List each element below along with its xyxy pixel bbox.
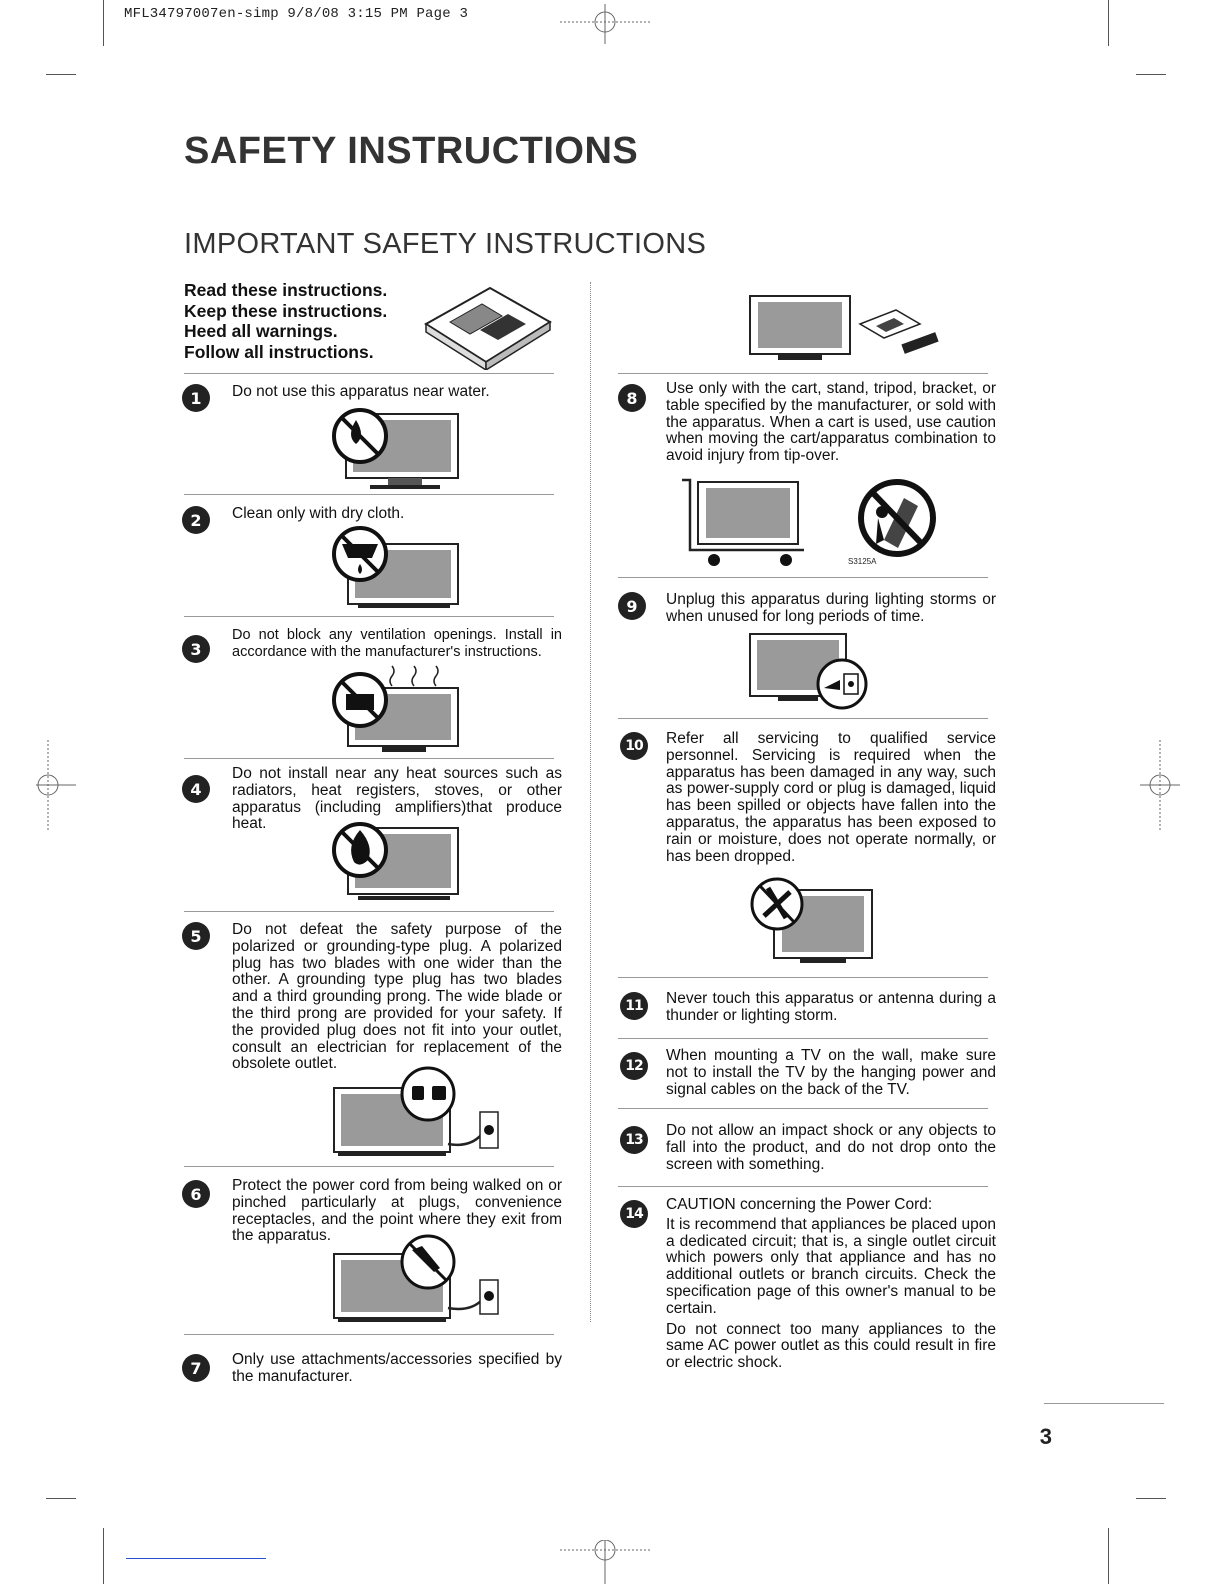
instruction-text: Do not allow an impact shock or any objects to fall into the product, and do not drop onto the screen with something. — [666, 1122, 996, 1173]
divider — [184, 1166, 554, 1167]
link-underline — [126, 1558, 266, 1559]
item-number-badge: 7 — [182, 1354, 210, 1382]
instruction-item — [232, 922, 562, 1073]
crop-mark — [1108, 1528, 1109, 1584]
instruction-text: Do not use this apparatus near water. — [232, 383, 490, 400]
divider — [184, 616, 554, 617]
intro-line: Heed all warnings. — [184, 321, 338, 341]
divider — [618, 1038, 988, 1039]
item-number-badge: 12 — [620, 1052, 648, 1080]
instruction-item — [232, 384, 562, 401]
instruction-heading: CAUTION concerning the Power Cord: — [666, 1196, 933, 1213]
divider — [618, 373, 988, 374]
crop-mark — [1136, 1498, 1166, 1499]
no-water-illustration — [328, 408, 464, 490]
divider — [618, 977, 988, 978]
intro-line: Follow all instructions. — [184, 341, 374, 362]
item-number-badge: 2 — [182, 506, 210, 534]
intro-line: Keep these instructions. — [184, 300, 388, 321]
instruction-text: Do not install near any heat sources such as radiators, heat registers, stoves, or other apparatus (including amplifiers)that produce heat. — [232, 765, 562, 833]
column-divider — [590, 282, 591, 1322]
item-number-badge: 4 — [182, 775, 210, 803]
page-number: 3 — [1039, 1424, 1052, 1449]
no-heat-illustration — [328, 820, 464, 904]
instruction-item — [232, 1352, 562, 1386]
divider — [184, 1334, 554, 1335]
unplug-illustration — [748, 632, 872, 712]
registration-mark-icon — [560, 1540, 650, 1584]
divider — [1044, 1403, 1164, 1404]
cart-label: S3125A — [848, 557, 877, 566]
polarized-plug-illustration — [330, 1064, 510, 1160]
crop-mark — [1108, 0, 1109, 46]
instruction-text: Protect the power cord from being walked on or pinched particularly at plugs, convenience receptacles, and the point where they exit from the apparatus. — [232, 1177, 562, 1245]
crop-mark — [103, 0, 104, 46]
cart-illustration — [680, 476, 810, 570]
item-number-badge: 10 — [620, 732, 648, 760]
instruction-item — [666, 731, 996, 865]
instruction-text: It is recommend that appliances be placed upon a dedicated circuit; that is, a single outlet circuit which powers only that appliance and has no additional outlets or branch circuits. Check the specification page of this owner's manual to be certain. — [666, 1215, 996, 1317]
divider — [184, 758, 554, 759]
intro-list — [184, 280, 387, 362]
instruction-text: Clean only with dry cloth. — [232, 505, 405, 522]
divider — [618, 718, 988, 719]
instruction-text: Use only with the cart, stand, tripod, bracket, or table specified by the manufacturer, or sold with the apparatus. When a cart is used, use caution when moving the cart/apparatus combination to avoid injury from tip-over. — [666, 380, 996, 465]
divider — [618, 577, 988, 578]
crop-mark — [46, 1498, 76, 1499]
item-number-badge: 5 — [182, 922, 210, 950]
item-number-badge: 9 — [618, 592, 646, 620]
instruction-text: Do not connect too many appliances to the same AC power outlet as this could result in fire or electric shock. — [666, 1320, 996, 1372]
registration-mark-icon — [1140, 740, 1180, 830]
crop-mark — [1136, 74, 1166, 75]
item-number-badge: 14 — [620, 1200, 648, 1228]
instruction-item — [666, 1123, 996, 1173]
divider — [618, 1108, 988, 1109]
tip-over-warning-icon — [854, 478, 940, 568]
ventilation-illustration — [328, 664, 464, 754]
instruction-item — [666, 991, 996, 1025]
dry-cloth-illustration — [328, 526, 464, 610]
instruction-text: Do not block any ventilation openings. Install in accordance with the manufacturer's instructions. — [232, 627, 562, 660]
instruction-item — [666, 592, 996, 626]
tv-with-manual-illustration — [748, 294, 948, 366]
instruction-item — [666, 1197, 996, 1372]
servicing-illustration — [750, 876, 876, 966]
instruction-item — [666, 381, 996, 465]
instruction-item — [232, 627, 562, 661]
divider — [618, 1186, 988, 1187]
registration-mark-icon — [560, 4, 650, 44]
item-number-badge: 6 — [182, 1180, 210, 1208]
instruction-text: Only use attachments/accessories specified by the manufacturer. — [232, 1351, 562, 1385]
divider — [184, 494, 554, 495]
item-number-badge: 1 — [182, 384, 210, 412]
divider — [184, 373, 554, 374]
registration-mark-icon — [36, 740, 76, 830]
instruction-text: When mounting a TV on the wall, make sure not to install the TV by the hanging power and signal cables on the back of the TV. — [666, 1047, 996, 1098]
section-title: IMPORTANT SAFETY INSTRUCTIONS — [184, 228, 707, 260]
divider — [184, 911, 554, 912]
instruction-item — [232, 506, 562, 523]
instruction-text: Unplug this apparatus during lighting storms or when unused for long periods of time. — [666, 591, 996, 625]
manual-book-icon — [422, 284, 554, 370]
print-slug: MFL34797007en-simp 9/8/08 3:15 PM Page 3 — [124, 6, 469, 22]
instruction-text: Never touch this apparatus or antenna during a thunder or lighting storm. — [666, 990, 996, 1024]
crop-mark — [103, 1528, 104, 1584]
instruction-item — [666, 1048, 996, 1098]
power-cord-illustration — [330, 1232, 510, 1328]
intro-line: Read these instructions. — [184, 280, 388, 300]
instruction-text: Refer all servicing to qualified service personnel. Servicing is required when the apparatus has been damaged in any way, such as power-supply cord or plug is damaged, liquid has been spilled or objects have fallen into the apparatus, the apparatus has been exposed to rain or moisture, does not operate normally, or has been dropped. — [666, 730, 996, 865]
item-number-badge: 11 — [620, 992, 648, 1020]
item-number-badge: 8 — [618, 384, 646, 412]
item-number-badge: 13 — [620, 1126, 648, 1154]
page-title: SAFETY INSTRUCTIONS — [184, 130, 639, 172]
item-number-badge: 3 — [182, 635, 210, 663]
instruction-text: Do not defeat the safety purpose of the polarized or grounding-type plug. A polarized plug has two blades with one wider than the other. A grounding type plug has two blades and a third grounding prong. The wide blade or the third prong are provided for your safety. If the provided plug does not fit into your outlet, consult an electrician for replacement of the obsolete outlet. — [232, 921, 562, 1073]
crop-mark — [46, 74, 76, 75]
